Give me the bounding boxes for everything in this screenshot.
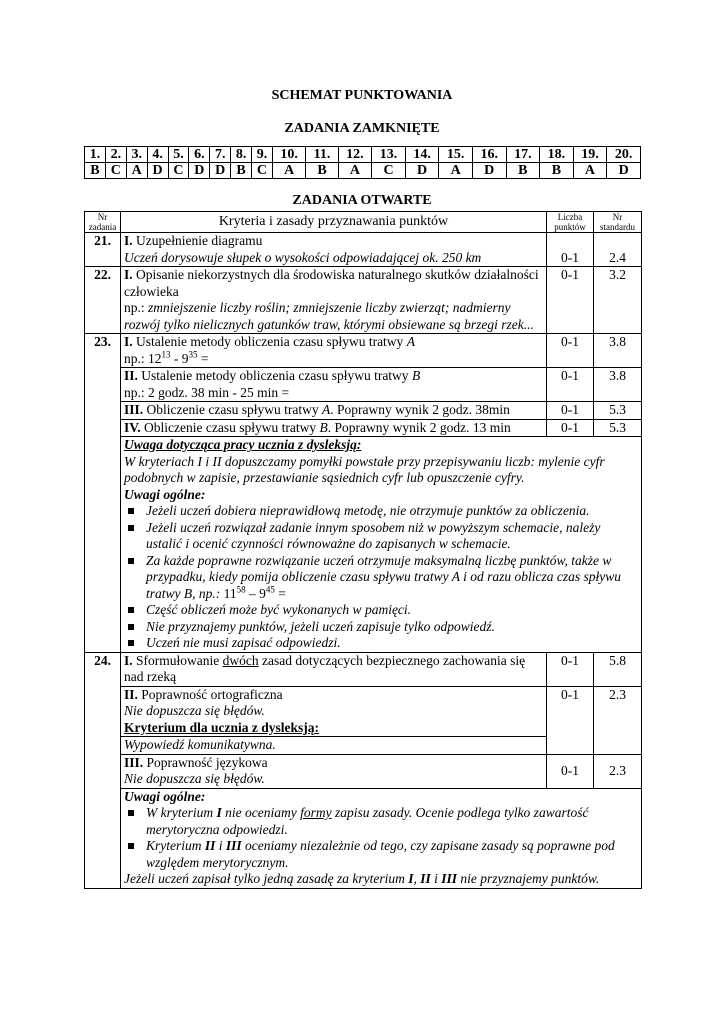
- closed-task-answer: B: [306, 163, 338, 179]
- task-number: 22.: [85, 267, 121, 334]
- closed-task-answer: D: [210, 163, 231, 179]
- task-21-row: [85, 233, 642, 267]
- criterion-text: I. Sformułowanie dwóch zasad dotyczących bezpiecznego zachowania się nad rzeką: [121, 652, 547, 686]
- closed-task-number: 5.: [168, 147, 189, 163]
- general-notes-title: Uwagi ogólne:: [124, 486, 206, 502]
- closed-task-answer: A: [573, 163, 607, 179]
- closed-task-answer: D: [147, 163, 168, 179]
- closed-task-answer: D: [607, 163, 641, 179]
- closed-task-number: 4.: [147, 147, 168, 163]
- standard-cell: 2.3: [594, 686, 642, 754]
- task-21-criterion: I. Uzupełnienie diagramu Uczeń dorysowuje słupek o wysokości odpowiadającej ok. 250 km: [121, 233, 547, 267]
- task-24-notes: [85, 788, 642, 888]
- task-23-criterion-1: [85, 334, 642, 368]
- closed-task-number: 14.: [405, 147, 439, 163]
- list-item: Za każde poprawne rozwiązanie uczeń otrzymuje maksymalną liczbę punktów, także w przypadku, kiedy pomija obliczenie czasu spływu tratwy A i od razu oblicza czas spływu tratwy B, np.: $11^{58} - 9^{45}$ =: [124, 553, 638, 603]
- dyslexia-note-title: Uwaga dotycząca pracy ucznia z dysleksją:: [124, 437, 362, 452]
- closed-task-answer: B: [231, 163, 252, 179]
- task-23-criterion-4: [85, 419, 642, 437]
- closed-task-answer: B: [540, 163, 574, 179]
- criterion-text: IV. Obliczenie czasu spływu tratwy B. Poprawny wynik 2 godz. 13 min: [121, 419, 547, 437]
- closed-task-answer: D: [405, 163, 439, 179]
- closed-task-number: 8.: [231, 147, 252, 163]
- closed-task-number: 20.: [607, 147, 641, 163]
- closed-tasks-answer-key: [84, 146, 641, 179]
- standard-cell: 5.8: [594, 652, 642, 686]
- list-item: Nie przyznajemy punktów, jeżeli uczeń zapisuje tylko odpowiedź.: [124, 619, 638, 636]
- general-notes-list: [124, 503, 638, 652]
- points-cell: 0-1: [547, 402, 594, 420]
- criterion-text: I. Ustalenie metody obliczenia czasu spływu tratwy A np.: $12^{13} - 9^{35}$ =: [121, 334, 547, 368]
- notes-cell: [121, 788, 642, 888]
- closed-task-number: 3.: [126, 147, 147, 163]
- task-24-criterion-2: [85, 686, 642, 754]
- final-note: Jeżeli uczeń zapisał tylko jedną zasadę za kryterium I, II i III nie przyznajemy punktów.: [124, 871, 600, 886]
- closed-answer-row: [85, 163, 641, 179]
- notes-cell: [121, 437, 642, 653]
- closed-task-answer: C: [252, 163, 273, 179]
- header-nr: Nr zadania: [85, 212, 121, 233]
- list-item: Uczeń nie musi zapisać odpowiedzi.: [124, 635, 638, 652]
- closed-task-answer: A: [126, 163, 147, 179]
- points-cell: 0-1: [547, 686, 594, 754]
- closed-task-number: 16.: [472, 147, 506, 163]
- closed-task-answer: C: [105, 163, 126, 179]
- standard-cell: 2.4: [594, 233, 642, 267]
- task-23-criterion-2: [85, 368, 642, 402]
- closed-task-answer: C: [168, 163, 189, 179]
- closed-task-number: 15.: [439, 147, 473, 163]
- general-notes-title: Uwagi ogólne:: [124, 788, 206, 804]
- closed-task-answer: A: [272, 163, 306, 179]
- list-item: Kryterium II i III oceniamy niezależnie od tego, czy zapisane zasady są poprawne pod względem merytorycznym.: [124, 838, 638, 871]
- task-number: 23.: [85, 334, 121, 653]
- standard-cell: 5.3: [594, 419, 642, 437]
- closed-task-number: 1.: [85, 147, 106, 163]
- standard-cell: 2.3: [594, 754, 642, 788]
- task-24-criterion-1: [85, 652, 642, 686]
- task-22-criterion: I. Opisanie niekorzystnych dla środowiska naturalnego skutków działalności człowieka np.: zmniejszenie liczby roślin; zmniejszenie liczby zwierząt; nadmierny rozwój tylko nielicznych gatunków traw, którymi obsiewane są brzegi rzek...: [121, 267, 547, 334]
- points-cell: 0-1: [547, 334, 594, 368]
- closed-task-number: 17.: [506, 147, 540, 163]
- closed-task-answer: A: [338, 163, 372, 179]
- points-cell: 0-1: [547, 233, 594, 267]
- closed-task-number: 6.: [189, 147, 210, 163]
- closed-task-answer: B: [506, 163, 540, 179]
- closed-task-number: 11.: [306, 147, 338, 163]
- list-item: Jeżeli uczeń dobiera nieprawidłową metodę, nie otrzymuje punktów za obliczenia.: [124, 503, 638, 520]
- list-item: Część obliczeń może być wykonanych w pamięci.: [124, 602, 638, 619]
- header-points: Liczba punktów: [547, 212, 594, 233]
- closed-task-number: 12.: [338, 147, 372, 163]
- page-title: SCHEMAT PUNKTOWANIA: [271, 88, 453, 103]
- closed-task-number: 13.: [372, 147, 406, 163]
- closed-task-number: 2.: [105, 147, 126, 163]
- criterion-text: III. Obliczenie czasu spływu tratwy A. Poprawny wynik 2 godz. 38min: [121, 402, 547, 420]
- criterion-text: III. Poprawność językowa Nie dopuszcza się błędów.: [121, 754, 547, 788]
- closed-number-row: [85, 147, 641, 163]
- criterion-text: II. Poprawność ortograficzna Nie dopuszcza się błędów. Kryterium dla ucznia z dysleksją: Wypowiedź komunikatywna.: [121, 686, 547, 754]
- open-tasks-table: [84, 211, 642, 889]
- task-number: 24.: [85, 652, 121, 888]
- task-23-notes: [85, 437, 642, 653]
- closed-task-number: 19.: [573, 147, 607, 163]
- standard-cell: 3.8: [594, 334, 642, 368]
- closed-task-number: 18.: [540, 147, 574, 163]
- open-tasks-title: ZADANIA OTWARTE: [292, 193, 432, 208]
- points-cell: 0-1: [547, 652, 594, 686]
- closed-tasks-title: ZADANIA ZAMKNIĘTE: [284, 121, 440, 136]
- general-notes-list: [124, 805, 638, 871]
- closed-task-answer: A: [439, 163, 473, 179]
- header-criteria: Kryteria i zasady przyznawania punktów: [121, 212, 547, 233]
- standard-cell: 3.8: [594, 368, 642, 402]
- points-cell: 0-1: [547, 267, 594, 334]
- task-23-criterion-3: [85, 402, 642, 420]
- points-cell: 0-1: [547, 368, 594, 402]
- open-table-header: [85, 212, 642, 233]
- closed-task-answer: D: [189, 163, 210, 179]
- closed-task-answer: C: [372, 163, 406, 179]
- points-cell: 0-1: [547, 754, 594, 788]
- header-standard: Nr standardu: [594, 212, 642, 233]
- points-cell: 0-1: [547, 419, 594, 437]
- closed-task-number: 7.: [210, 147, 231, 163]
- standard-cell: 3.2: [594, 267, 642, 334]
- dyslexia-note-text: W kryteriach I i II dopuszczamy pomyłki powstałe przy przepisywaniu liczb: mylenie cyfr podobnych w zapisie, przestawianie sąsiednich cyfr lub opuszczenie cyfry.: [124, 453, 605, 485]
- closed-task-answer: D: [472, 163, 506, 179]
- criterion-text: II. Ustalenie metody obliczenia czasu spływu tratwy B np.: 2 godz. 38 min - 25 min =: [121, 368, 547, 402]
- list-item: Jeżeli uczeń rozwiązał zadanie innym sposobem niż w powyższym schemacie, należy ustalić i ocenić czynności równoważne do zapisanych w schemacie.: [124, 520, 638, 553]
- task-number: 21.: [85, 233, 121, 267]
- task-22-row: [85, 267, 642, 334]
- standard-cell: 5.3: [594, 402, 642, 420]
- list-item: W kryterium I nie oceniamy formy zapisu zasady. Ocenie podlega tylko zawartość merytoryczna odpowiedzi.: [124, 805, 638, 838]
- task-24-criterion-3: [85, 754, 642, 788]
- closed-task-number: 9.: [252, 147, 273, 163]
- closed-task-answer: B: [85, 163, 106, 179]
- closed-task-number: 10.: [272, 147, 306, 163]
